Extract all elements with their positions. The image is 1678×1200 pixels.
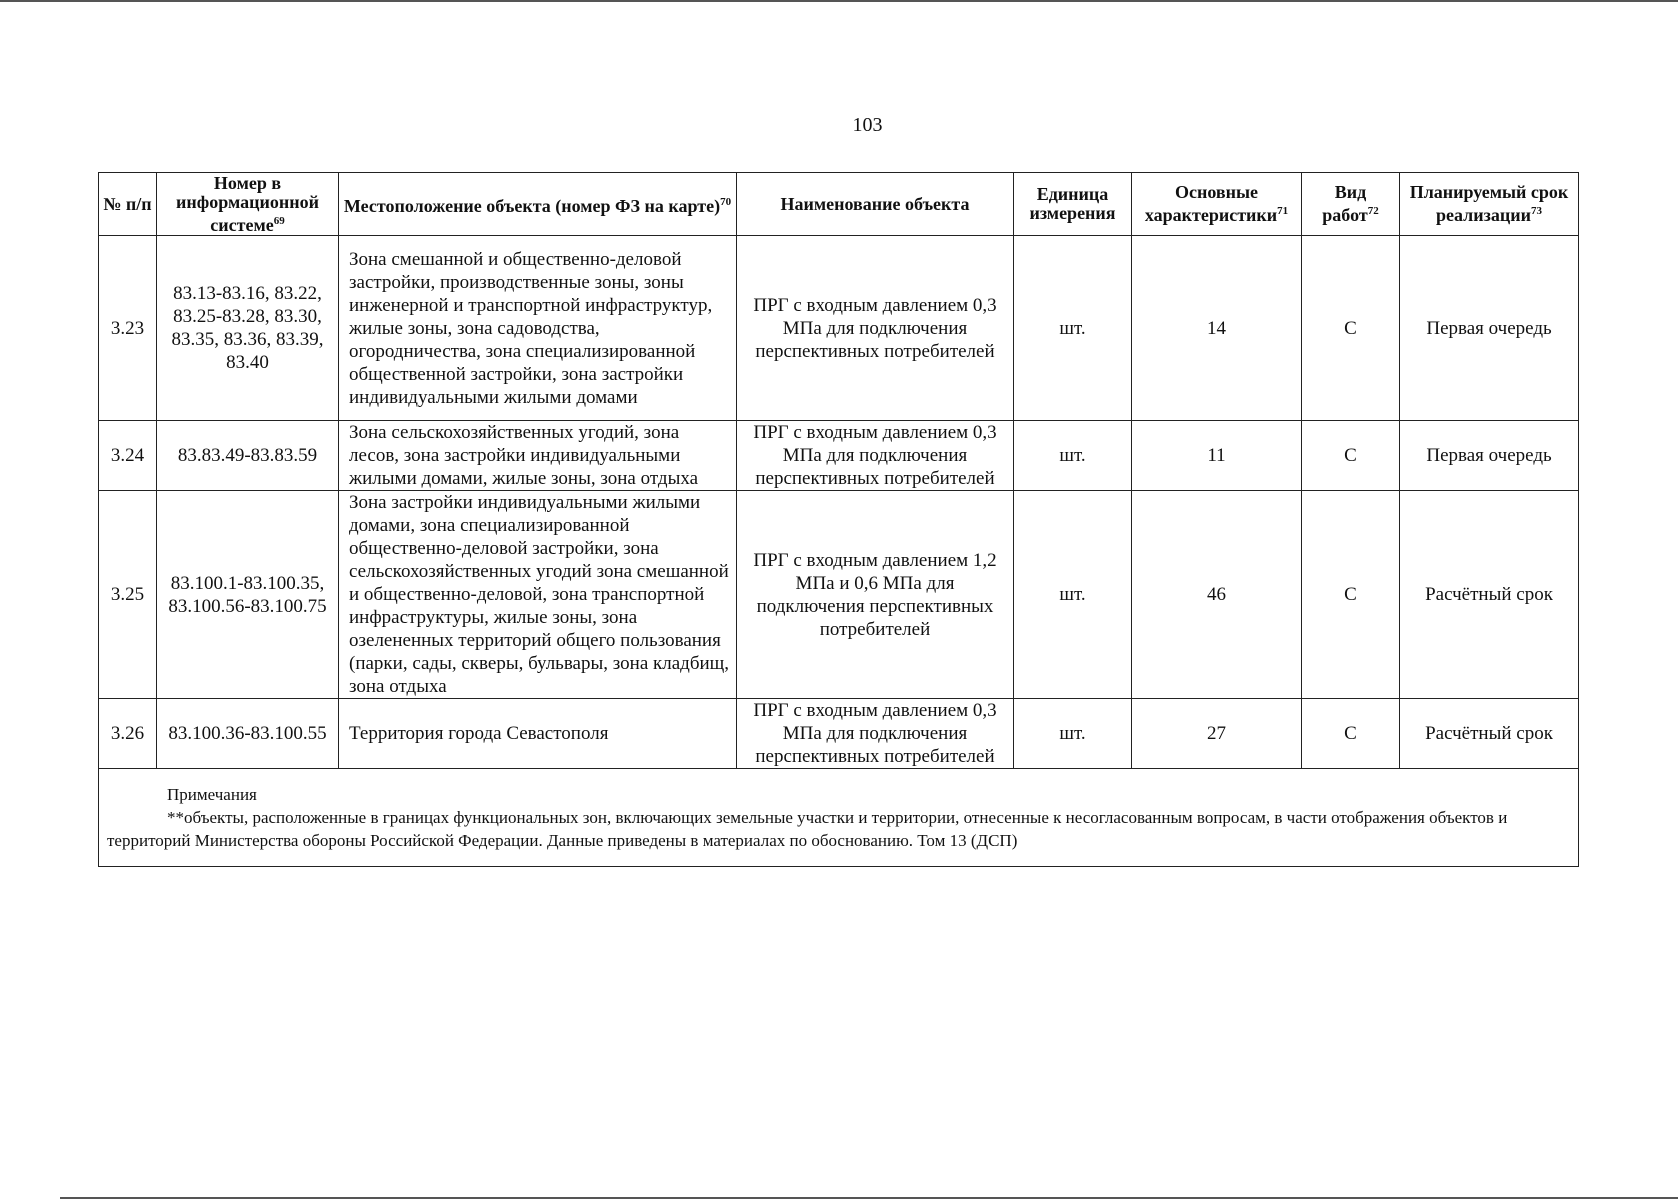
cell-value: 27 xyxy=(1132,699,1302,769)
notes-text: **объекты, расположенные в границах функциональных зон, включающих земельные участки и территории, отнесенные к несогласованным вопросам, в части отображения объектов и территорий Министерства обороны Российской Федерации. Данные приведены в материалах по обоснованию. Том 13 (ДСП) xyxy=(107,808,1508,850)
cell-term: Первая очередь xyxy=(1400,421,1579,491)
cell-object-name: ПРГ с входным давлением 0,3 МПа для подключения перспективных потребителей xyxy=(737,236,1014,421)
cell-info-number: 83.83.49-83.83.59 xyxy=(157,421,339,491)
cell-value: 11 xyxy=(1132,421,1302,491)
cell-unit: шт. xyxy=(1014,491,1132,699)
cell-location: Зона смешанной и общественно-деловой застройки, производственные зоны, зоны инженерной и транспортной инфраструктур, жилые зоны, зона садоводства, огородничества, зона специализированной общественной застройки, зона застройки индивидуальными жилыми домами xyxy=(339,236,737,421)
table-row xyxy=(99,699,1579,769)
cell-object-name: ПРГ с входным давлением 0,3 МПа для подключения перспективных потребителей xyxy=(737,421,1014,491)
header-unit: Единица измерения xyxy=(1014,173,1132,236)
cell-location: Зона сельскохозяйственных угодий, зона лесов, зона застройки индивидуальными жилыми домами, жилые зоны, зона отдыха xyxy=(339,421,737,491)
table-row xyxy=(99,491,1579,699)
cell-work-type: С xyxy=(1302,236,1400,421)
cell-work-type: С xyxy=(1302,699,1400,769)
cell-value: 14 xyxy=(1132,236,1302,421)
header-info-number: Номер в информационной системе$^{69}$ xyxy=(157,173,339,236)
table-row xyxy=(99,421,1579,491)
header-location: Местоположение объекта (номер ФЗ на карте)$^{70}$ xyxy=(339,173,737,236)
cell-info-number: 83.100.1-83.100.35, 83.100.56-83.100.75 xyxy=(157,491,339,699)
cell-num: 3.26 xyxy=(99,699,157,769)
notes-title: Примечания xyxy=(167,785,257,804)
cell-object-name: ПРГ с входным давлением 1,2 МПа и 0,6 МПа для подключения перспективных потребителей xyxy=(737,491,1014,699)
table-header-row xyxy=(99,173,1579,236)
cell-info-number: 83.100.36-83.100.55 xyxy=(157,699,339,769)
objects-table xyxy=(98,172,1579,867)
cell-info-number: 83.13-83.16, 83.22, 83.25-83.28, 83.30, 83.35, 83.36, 83.39, 83.40 xyxy=(157,236,339,421)
cell-term: Расчётный срок xyxy=(1400,491,1579,699)
page-top-border xyxy=(0,0,1678,2)
cell-work-type: С xyxy=(1302,491,1400,699)
header-object-name: Наименование объекта xyxy=(737,173,1014,236)
cell-location: Зона застройки индивидуальными жилыми домами, зона специализированной общественно-деловой застройки, зона сельскохозяйственных угодий зона смешанной и общественно-деловой, зона транспортной инфраструктуры, жилые зоны, зона озелененных территорий общего пользования (парки, сады, скверы, бульвары, зона кладбищ, зона отдыха xyxy=(339,491,737,699)
cell-unit: шт. xyxy=(1014,421,1132,491)
cell-work-type: С xyxy=(1302,421,1400,491)
cell-term: Расчётный срок xyxy=(1400,699,1579,769)
cell-object-name: ПРГ с входным давлением 0,3 МПа для подключения перспективных потребителей xyxy=(737,699,1014,769)
header-term: Планируемый срок реализации$^{73}$ xyxy=(1400,173,1579,236)
cell-num: 3.24 xyxy=(99,421,157,491)
notes-cell xyxy=(99,769,1579,867)
table-row xyxy=(99,236,1579,421)
page-number: 103 xyxy=(852,114,883,136)
cell-num: 3.25 xyxy=(99,491,157,699)
header-characteristics: Основные характеристики$^{71}$ xyxy=(1132,173,1302,236)
notes-row xyxy=(99,769,1579,867)
cell-value: 46 xyxy=(1132,491,1302,699)
cell-location: Территория города Севастополя xyxy=(339,699,737,769)
cell-term: Первая очередь xyxy=(1400,236,1579,421)
cell-unit: шт. xyxy=(1014,236,1132,421)
header-num: № п/п xyxy=(99,173,157,236)
cell-unit: шт. xyxy=(1014,699,1132,769)
cell-num: 3.23 xyxy=(99,236,157,421)
page-bottom-border xyxy=(60,1197,1678,1199)
header-work-type: Вид работ$^{72}$ xyxy=(1302,173,1400,236)
